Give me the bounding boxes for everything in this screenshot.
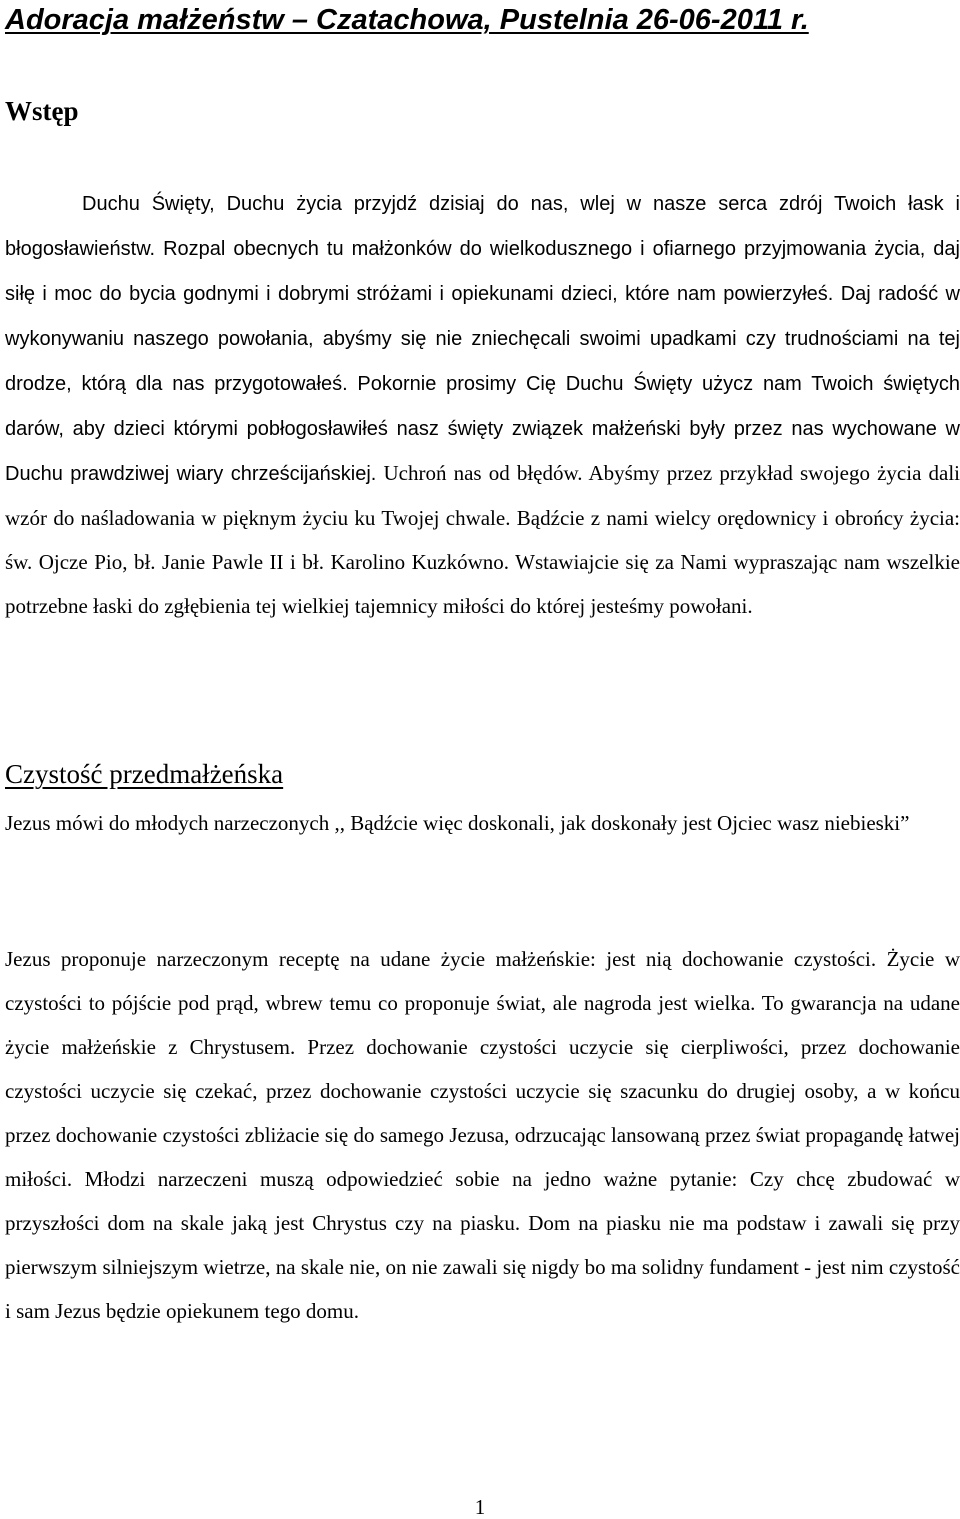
- intro-paragraph: [5, 181, 960, 628]
- intro-prayer-text: Duchu Święty, Duchu życia przyjdź dzisiaj do nas, wlej w nasze serca zdrój Twoich łask i błogosławieństw. Rozpal obecnych tu małżonków do wielkodusznego i ofiarnego przyjmowania życia, daj siłę i moc do bycia godnymi i dobrymi stróżami i opiekunami dzieci, które nam powierzyłeś. Daj radość w wykonywaniu naszego powołania, abyśmy się nie zniechęcali swoimi upadkami czy trudnościami na tej drodze, którą dla nas przygotowałeś. Pokornie prosimy Cię Duchu Święty użycz nam Twoich świętych darów, aby dzieci którymi pobłogosławiłeś nasz święty związek małżeński były przez nas wychowane w Duchu prawdziwej wiary chrześcijańskiej.: [5, 193, 960, 485]
- body-paragraph: Jezus proponuje narzeczonym receptę na udane życie małżeńskie: jest nią dochowanie czystości. Życie w czystości to pójście pod prąd, wbrew temu co proponuje świat, ale nagroda jest wielka. To gwarancja na udane życie małżeńskie z Chrystusem. Przez dochowanie czystości uczycie się cierpliwości, przez dochowanie czystości uczycie się czekać, przez dochowanie czystości uczycie się szacunku do drugiej osoby, a w końcu przez dochowanie czystości zbliżacie się do samego Jezusa, odrzucając lansowaną przez świat propagandę łatwej miłości. Młodzi narzeczeni muszą odpowiedzieć sobie na jedno ważne pytanie: Czy chcę zbudować w przyszłości dom na skale jaką jest Chrystus czy na piasku. Dom na piasku nie ma podstaw i zawali się przy pierwszym silniejszym wietrze, na skale nie, on nie zawali się nigdy bo ma solidny fundament - jest nim czystość i sam Jezus będzie opiekunem tego domu.: [5, 947, 960, 1323]
- page-number: 1: [474, 1495, 486, 1519]
- section-heading-intro: Wstęp: [5, 96, 79, 126]
- document-title: Adoracja małżeństw – Czatachowa, Pustelnia 26-06-2011 r.: [5, 4, 809, 36]
- intro-intercession-text: Uchroń nas od błędów. Abyśmy przez przykład swojego życia dali wzór do naśladowania w pięknym życiu ku Twojej chwale. Bądźcie z nami wielcy orędownicy i obrońcy życia: św. Ojcze Pio, bł. Janie Pawle II i bł. Karolino Kuzkówno. Wstawiajcie się za Nami wypraszając nam wszelkie potrzebne łaski do zgłębienia tej wielkiej tajemnicy miłości do której jesteśmy powołani.: [5, 461, 960, 618]
- quote-paragraph: Jezus mówi do młodych narzeczonych ,, Bądźcie więc doskonali, jak doskonały jest Ojciec wasz niebieski”: [5, 811, 910, 835]
- section-heading-chastity: Czystość przedmałżeńska: [5, 759, 284, 789]
